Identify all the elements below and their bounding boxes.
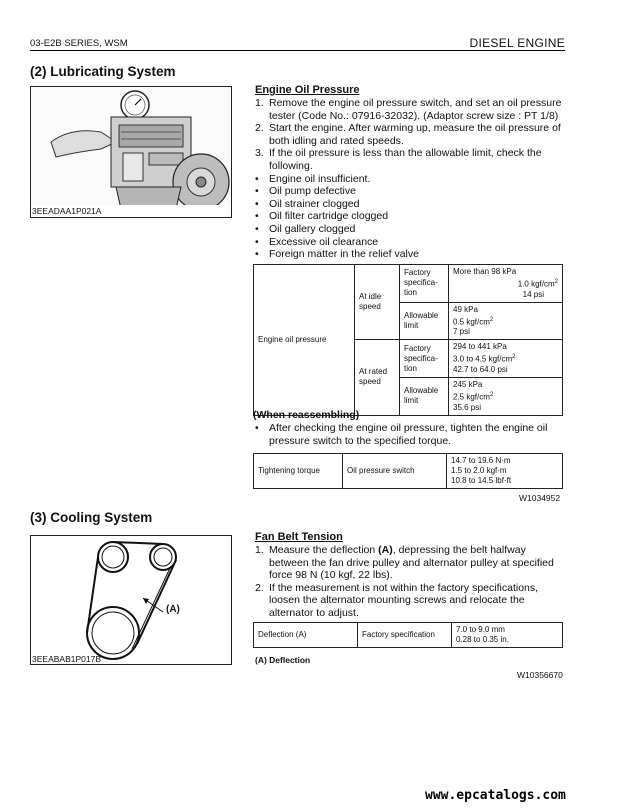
footer-url: www.epcatalogs.com [425,788,566,803]
bullet-item: • Foreign matter in the relief valve [255,248,419,261]
fan-belt-diagram [31,536,231,664]
torque-item: Oil pressure switch [343,454,447,489]
figure-caption-1: 3EEADAA1P021A [32,206,102,216]
fan-belt-steps [255,544,565,620]
section2-code: W10356670 [517,670,563,680]
idle-speed-label: At idle speed [355,265,400,340]
deflection-label-a: (A) [166,604,180,615]
step-1: 1. Measure the deflection (A), depressing the belt halfway between the fan drive pulley and alternator pulley at specified force 98 N (10 kgf, 22 lbs). [255,544,554,582]
rated-speed-label: At rated speed [355,340,400,415]
header-left: 03-E2B SERIES, WSM [30,38,128,49]
oil-pressure-label: Engine oil pressure [254,265,355,416]
step-3: 3. If the oil pressure is less than the allowable limit, check the following. [255,147,542,172]
factory-spec-label: Factory specifica-tion [400,340,449,378]
bullet-item: • Oil filter cartridge clogged [255,210,389,223]
bullet-item: • Oil strainer clogged [255,197,360,210]
factory-spec-label: Factory specification [358,623,452,648]
section1-code: W1034952 [519,493,561,503]
header-divider [30,50,565,51]
deflection-label: Deflection (A) [254,623,358,648]
deflection-note: (A) Deflection [255,655,311,665]
reassembly-title: (When reassembling) [253,409,360,421]
header-right: DIESEL ENGINE [469,36,565,50]
engine-illustration [31,87,231,217]
bullet-item: • Oil pump defective [255,185,356,198]
engine-oil-pressure-title: Engine Oil Pressure [255,84,360,96]
bullet-item: • Excessive oil clearance [255,235,379,248]
allowable-limit-label: Allowable limit [400,377,449,415]
section-title-cooling: (3) Cooling System [30,510,153,525]
step-2: 2. Start the engine. After warming up, measure the oil pressure of both idling and rated speeds. [255,122,561,147]
bullet-item: • Oil gallery clogged [255,222,356,235]
step-1: 1. Remove the engine oil pressure switch, and set an oil pressure tester (Code No.: 07916-32032). (Adaptor screw size : PT 1/8) [255,97,562,122]
deflection-values: 7.0 to 9.0 mm 0.28 to 0.35 in. [452,623,563,648]
allowable-limit-label: Allowable limit [400,302,449,340]
idle-factory-value: More than 98 kPa 1.0 kgf/$cm^2$ 14 psi [449,265,563,303]
belt-figure [30,535,232,665]
bullet-item: • Engine oil insufficient. [255,172,371,185]
step-2: 2. If the measurement is not within the factory specifications, loosen the alternator mounting screws and relocate the alternator to adjust. [255,581,539,619]
reassembly-note: • After checking the engine oil pressure, tighten the engine oil pressure switch to the specified torque. [255,422,548,447]
idle-allowable-value: 49 kPa 0.5 kgf/$cm^2$ 7 psi [449,302,563,340]
fan-belt-tension-title: Fan Belt Tension [255,531,343,543]
torque-table [253,453,563,489]
engine-figure [30,86,232,218]
torque-values: 14.7 to 19.6 N·m 1.5 to 2.0 kgf·m 10.8 to 14.5 lbf·ft [447,454,563,489]
torque-label: Tightening torque [254,454,343,489]
deflection-table [253,622,563,648]
factory-spec-label: Factory specifica-tion [400,265,449,303]
section-title-lubricating: (2) Lubricating System [30,64,176,79]
oil-pressure-steps [255,97,565,261]
figure-caption-2: 3EEABAB1P017B [32,654,101,664]
rated-factory-value: 294 to 441 kPa 3.0 to 4.5 kgf/$cm^2$ 42.7 to 64.0 psi [449,340,563,378]
oil-pressure-table [253,264,563,416]
rated-allowable-value: 245 kPa 2.5 kgf/$cm^2$ 35.6 psi [449,377,563,415]
